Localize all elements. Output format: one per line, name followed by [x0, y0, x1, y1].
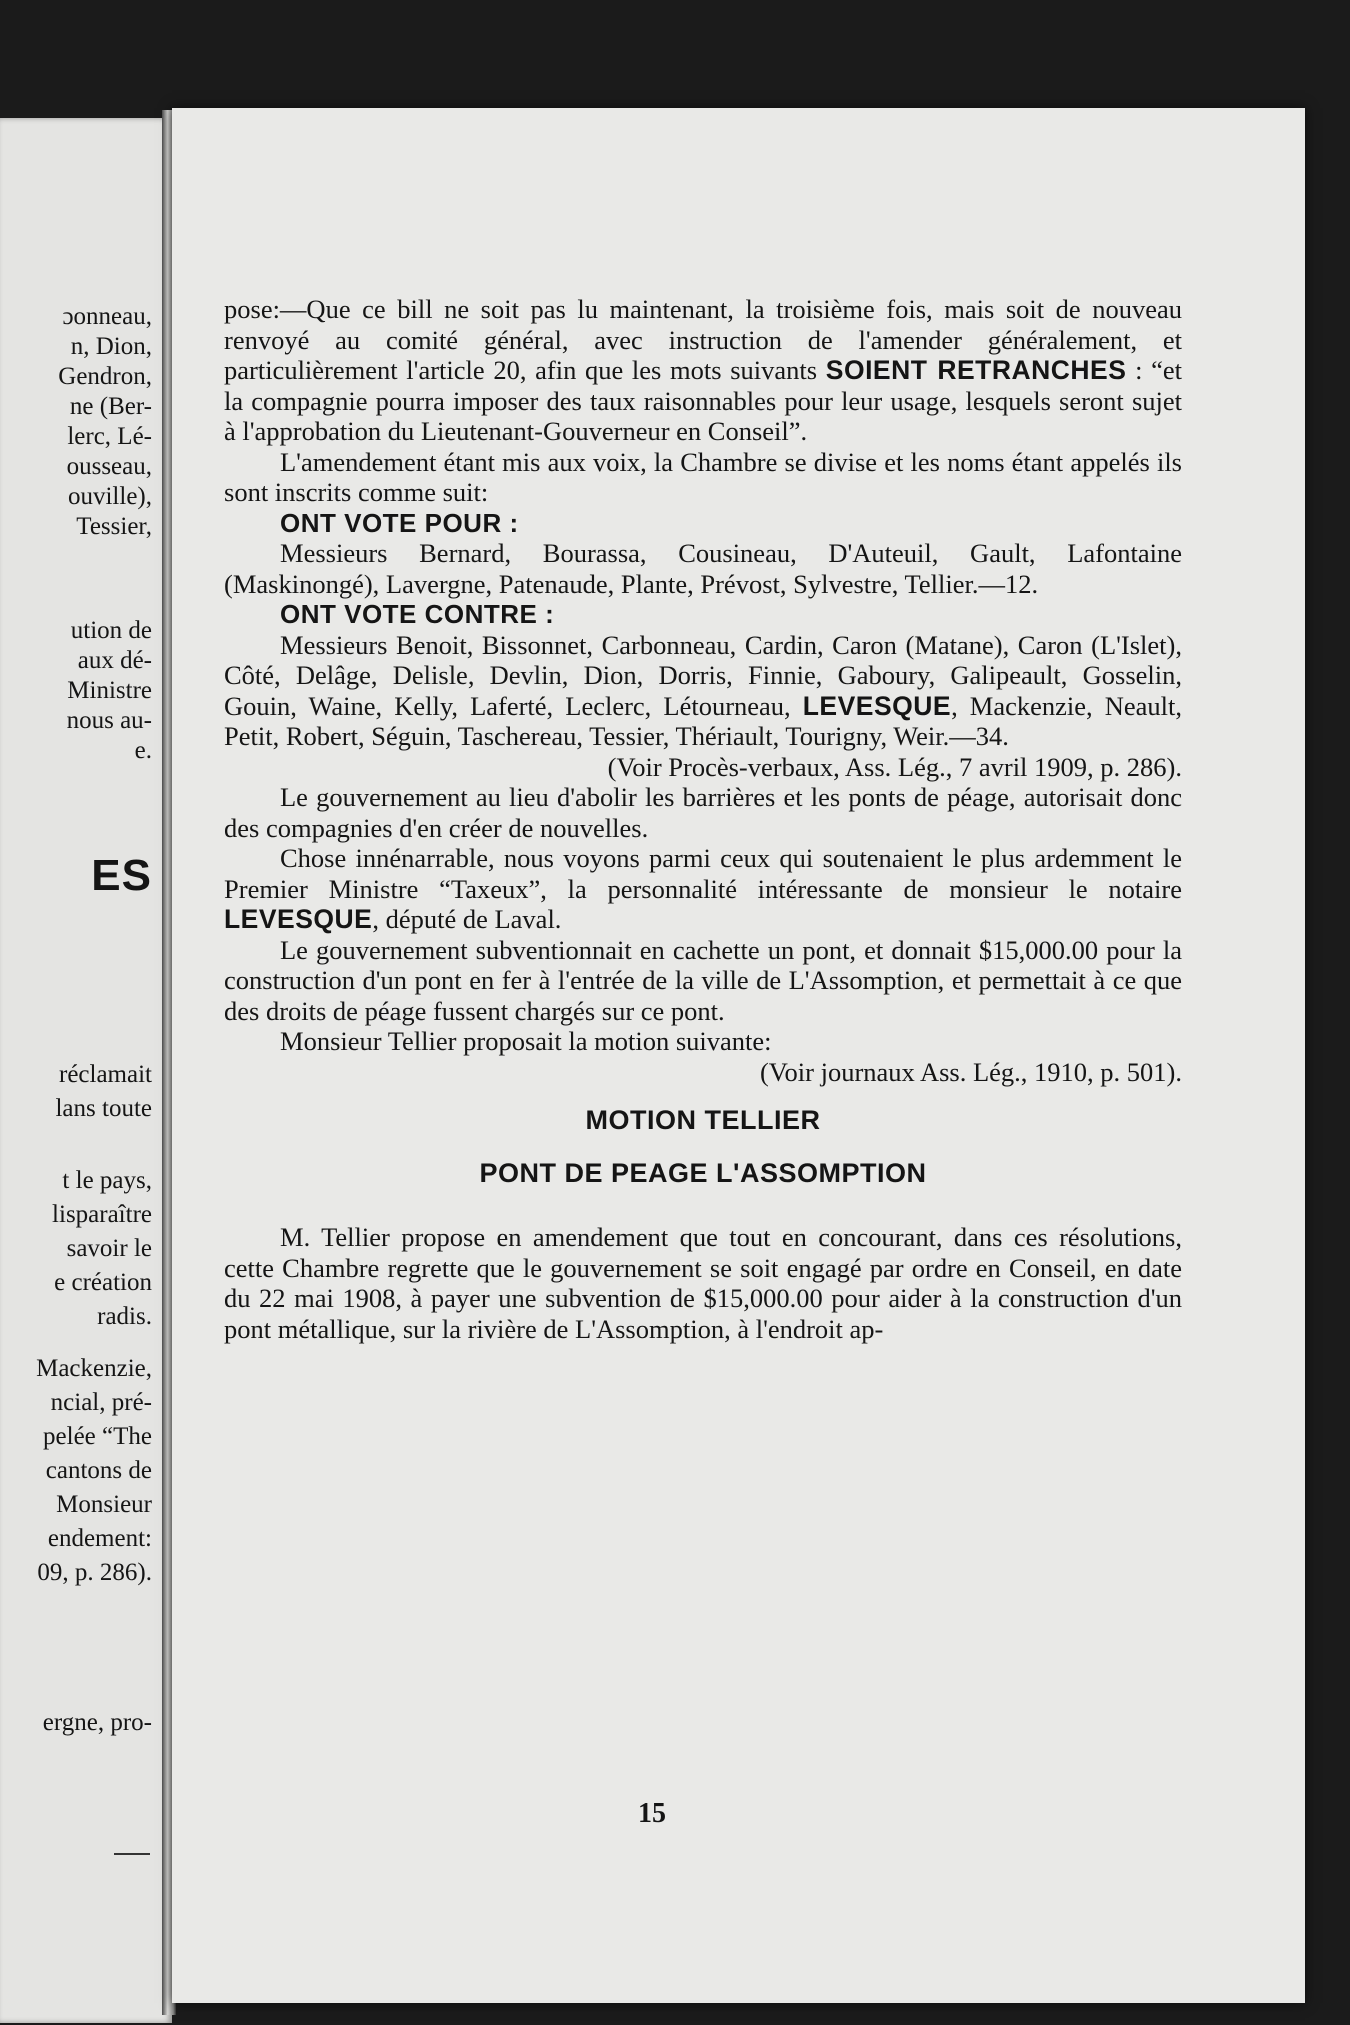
left-line: cantons de: [45, 1457, 152, 1484]
left-line: ution de: [70, 617, 152, 644]
left-line: ncial, pré-: [50, 1389, 152, 1416]
left-line: radis.: [97, 1303, 152, 1330]
left-line: lerc, Lé-: [67, 423, 152, 450]
left-line: ɔonneau,: [62, 303, 152, 330]
vote-pour-names: Messieurs Bernard, Bourassa, Cousineau, D'Auteuil, Gault, Lafontaine (Maskinongé), Lavergne, Patenaude, Plante, Prévost, Sylvestre, Tellier.—12.: [224, 538, 1182, 599]
reference-journaux: (Voir journaux Ass. Lég., 1910, p. 501).: [759, 1056, 1182, 1087]
left-line: nous au-: [66, 707, 152, 734]
emphasis-levesque-2: LEVESQUE: [224, 904, 373, 934]
left-line: réclamait: [59, 1061, 152, 1088]
left-line: ergne, pro-: [42, 1709, 152, 1736]
left-line: lans toute: [55, 1095, 152, 1122]
paragraph-vote-intro: L'amendement étant mis aux voix, la Chambre se divise et les noms étant appelés ils sont inscrits comme suit:: [224, 446, 1182, 507]
page-number: 15: [638, 1798, 666, 1829]
paragraph-amendment: [224, 294, 1182, 447]
left-line: 09, p. 286).: [37, 1559, 152, 1586]
paragraph-gouvernement: Le gouvernement au lieu d'abolir les barrières et les ponts de péage, autorisait donc des compagnies d'en créer de nouvelles.: [224, 782, 1182, 843]
paragraph-amendment-end: : “et la compagnie pourra imposer des taux raisonnables pour leur usage, lesquels seront sujet à l'approbation du Lieutenant-Gouverneur en Conseil”.: [224, 355, 1182, 446]
left-line: ousseau,: [66, 453, 152, 480]
left-page: [0, 118, 172, 2023]
left-line: Gendron,: [58, 363, 152, 390]
left-line: n, Dion,: [70, 333, 152, 360]
vote-contre-names-start: Messieurs Benoit, Bissonnet, Carbonneau, Cardin, Caron (Matane), Caron (L'Islet), Côté, Delâge, Delisle, Devlin, Dion, Dorris, Finnie, Gaboury, Galipeault, Gosselin, Gouin, Waine, Kelly, Laferté, Leclerc, Létourneau,: [224, 629, 1182, 721]
left-line: lisparaître: [52, 1201, 152, 1228]
article-body: [224, 294, 1182, 1344]
vote-contre-names: [224, 630, 1182, 752]
paragraph-levesque-start: Chose innénarrable, nous voyons parmi ceux qui soutenaient le plus ardemment le Premier Ministre “Taxeux”, la personnalité intéressante de monsieur le notaire: [224, 843, 1182, 904]
left-line: endement:: [47, 1525, 152, 1552]
left-page-divider: [114, 1853, 150, 1855]
left-line: e.: [134, 737, 152, 764]
paragraph-amendment-start: pose:—Que ce bill ne soit pas lu maintenant, la troisième fois, mais soit de nouveau renvoyé au comité général, avec instruction de l'amender généralement, et particulièrement l'article 20, afin que les mots suivants: [224, 294, 1182, 385]
emphasis-soient-retranches: SOIENT RETRANCHES: [825, 355, 1127, 385]
section-title-motion: MOTION TELLIER: [585, 1105, 821, 1135]
left-line: Monsieur: [56, 1491, 152, 1518]
left-line: Mackenzie,: [36, 1355, 152, 1382]
paragraph-levesque: [224, 843, 1182, 935]
left-page-heading: ES: [91, 851, 152, 900]
vote-pour-heading: ONT VOTE POUR :: [280, 507, 519, 538]
paragraph-levesque-end: , député de Laval.: [372, 904, 562, 934]
paragraph-motion-intro: Monsieur Tellier proposait la motion suivante:: [280, 1026, 772, 1056]
left-line: aux dé-: [77, 647, 152, 674]
section-title-pont: PONT DE PEAGE L'ASSOMPTION: [479, 1157, 927, 1188]
vote-contre-heading: ONT VOTE CONTRE :: [280, 599, 555, 629]
left-line: savoir le: [66, 1235, 152, 1262]
vote-contre-names-end: , Mackenzie, Neault, Petit, Robert, Séguin, Taschereau, Tessier, Thériault, Tourigny, Weir.—34.: [224, 690, 1182, 751]
paragraph-subvention: Le gouvernement subventionnait en cachette un pont, et donnait $15,000.00 pour la construction d'un pont en fer à l'entrée de la ville de L'Assomption, et permettait à ce que des droits de péage fussent chargés sur ce pont.: [224, 934, 1182, 1026]
left-line: pelée “The: [43, 1423, 152, 1450]
left-line: ne (Ber-: [69, 393, 152, 420]
emphasis-levesque: LEVESQUE: [802, 690, 952, 721]
left-line: t le pays,: [62, 1167, 152, 1194]
reference-proces-verbaux: (Voir Procès-verbaux, Ass. Lég., 7 avril 1909, p. 286).: [607, 751, 1182, 782]
left-line: Tessier,: [76, 513, 152, 540]
left-line: Ministre: [67, 677, 152, 704]
paragraph-motion-text: M. Tellier propose en amendement que tout en concourant, dans ces résolutions, cette Chambre regrette que le gouvernement se soit engagé par ordre en Conseil, en date du 22 mai 1908, à payer une subvention de $15,000.00 pour aider à la construction d'un pont métallique, sur la rivière de L'Assomption, à l'endroit ap-: [224, 1222, 1182, 1344]
left-line: ouville),: [67, 483, 152, 510]
left-line: e création: [54, 1269, 152, 1296]
right-page: [172, 108, 1305, 2003]
